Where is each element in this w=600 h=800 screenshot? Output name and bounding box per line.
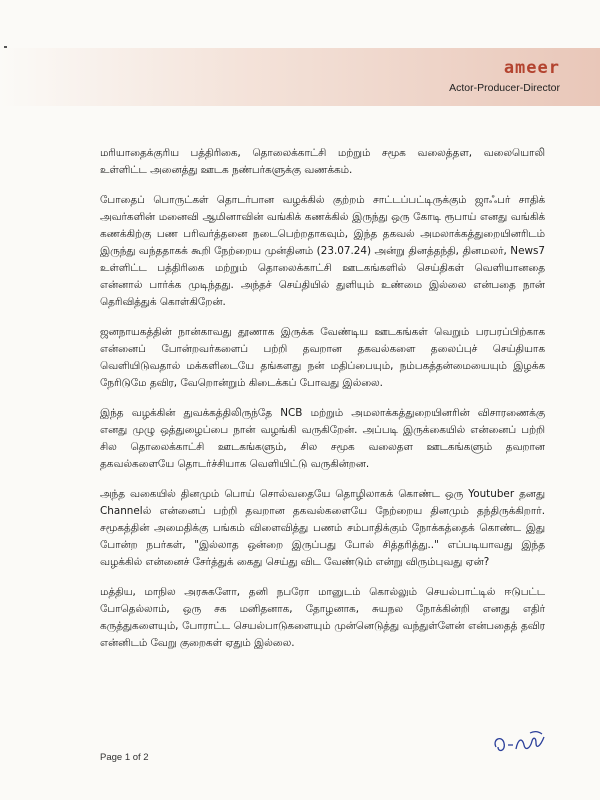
paragraph-news-claim: போதைப் பொருட்கள் தொடர்பான வழக்கில் குற்றம் சாட்டப்பட்டிருக்கும் ஜாஃபர் சாதிக் அவர்களின் மனைவி ஆமினாவின் வங்கிக் கணக்கில் இருந்து ஒரு கோடி ரூபாய் எனது வங்கிக் கணக்கிற்கு பண பரிவர்த்தனை நடைபெற்றதாகவும், இந்த தகவல் அமலாக்கத்துறையினரிடம் இருந்து வந்ததாகக் கூறி நேற்றைய முன்தினம் (23.07.24) அன்று தினத்தந்தி, தினமலர், News7 உள்ளிட்ட பத்திரிகை மற்றும் தொலைக்காட்சி ஊடகங்களில் செய்திகள் வெளியானதை என்னால் பார்க்க முடிந்தது. அந்தச் செய்தியில் துளியும் உண்மை இல்லை என்பதை நான் தெரிவித்துக் கொள்கிறேன். bbox=[100, 194, 545, 308]
paragraph-closing: மத்திய, மாநில அரசுகளோ, தனி நபரோ மானுடம் கொல்லும் செயல்பாட்டில் ஈடுபட்ட போதெல்லாம், ஒரு சக மனிதனாக, தோழனாக, சுயநல நோக்கின்றி எனது எதிர் கருத்துகளையும், போராட்ட செயல்பாடுகளையும் முன்னெடுத்து வந்துள்ளேன் என்பதைத் தவிர என்னிடம் வேறு குறைகள் ஏதும் இல்லை. bbox=[100, 586, 545, 649]
letterhead-logo: ameer bbox=[503, 58, 560, 78]
page-number: Page 1 of 2 bbox=[100, 752, 149, 763]
letter-body bbox=[100, 145, 545, 665]
paragraph-greeting: மரியாதைக்குரிய பத்திரிகை, தொலைக்காட்சி மற்றும் சமூக வலைத்தள, வலையொலி உள்ளிட்ட அனைத்து ஊடக நண்பர்களுக்கு வணக்கம். bbox=[100, 147, 545, 176]
paragraph-media-role: ஜனநாயகத்தின் நான்காவது தூணாக இருக்க வேண்டிய ஊடகங்கள் வெறும் பரபரப்பிற்காக என்னைப் போன்றவர்களைப் பற்றி தவறான தகவல்களை தலைப்புச் செய்தியாக வெளியிடுவதால் மக்களிடையே தங்களது நன் மதிப்பையும், நம்பகத்தன்மையையும் இழக்க நேரிடுமே தவிர, வேறொன்றும் கிடைக்கப் போவது இல்லை. bbox=[100, 326, 545, 389]
paragraph-cooperation: இந்த வழக்கின் துவக்கத்திலிருந்தே NCB மற்றும் அமலாக்கத்துறையினரின் விசாரணைக்கு எனது முழு ஒத்துழைப்பை நான் வழங்கி வருகிறேன். அப்படி இருக்கையில் என்னைப் பற்றி சில தொலைக்காட்சி ஊடகங்களும், சில சமூக வலைதள ஊடகங்களும் தவறான தகவல்களையே தொடர்ச்சியாக வெளியிட்டு வருகின்றன. bbox=[100, 407, 545, 470]
letterhead-subtitle: Actor-Producer-Director bbox=[449, 82, 560, 94]
paragraph-youtuber: அந்த வகையில் தினமும் பொய் சொல்வதையே தொழிலாகக் கொண்ட ஒரு Youtuber தனது Channelல் என்னைப் பற்றி தவறான தகவல்களையே நேற்றைய தினமும் தந்திருக்கிறார். சமூகத்தின் அமைதிக்கு பங்கம் விளைவித்து பணம் சம்பாதிக்கும் நோக்கத்தைக் கொண்ட இது போன்ற நபர்கள், "இல்லாத ஒன்றை இருப்பது போல் சித்தரித்து.." எப்படியாவது இந்த வழக்கில் என்னைச் சேர்த்துக் கைது செய்து விட வேண்டும் என்று விரும்புவது ஏன்? bbox=[100, 488, 545, 568]
handwritten-signature bbox=[490, 725, 550, 759]
